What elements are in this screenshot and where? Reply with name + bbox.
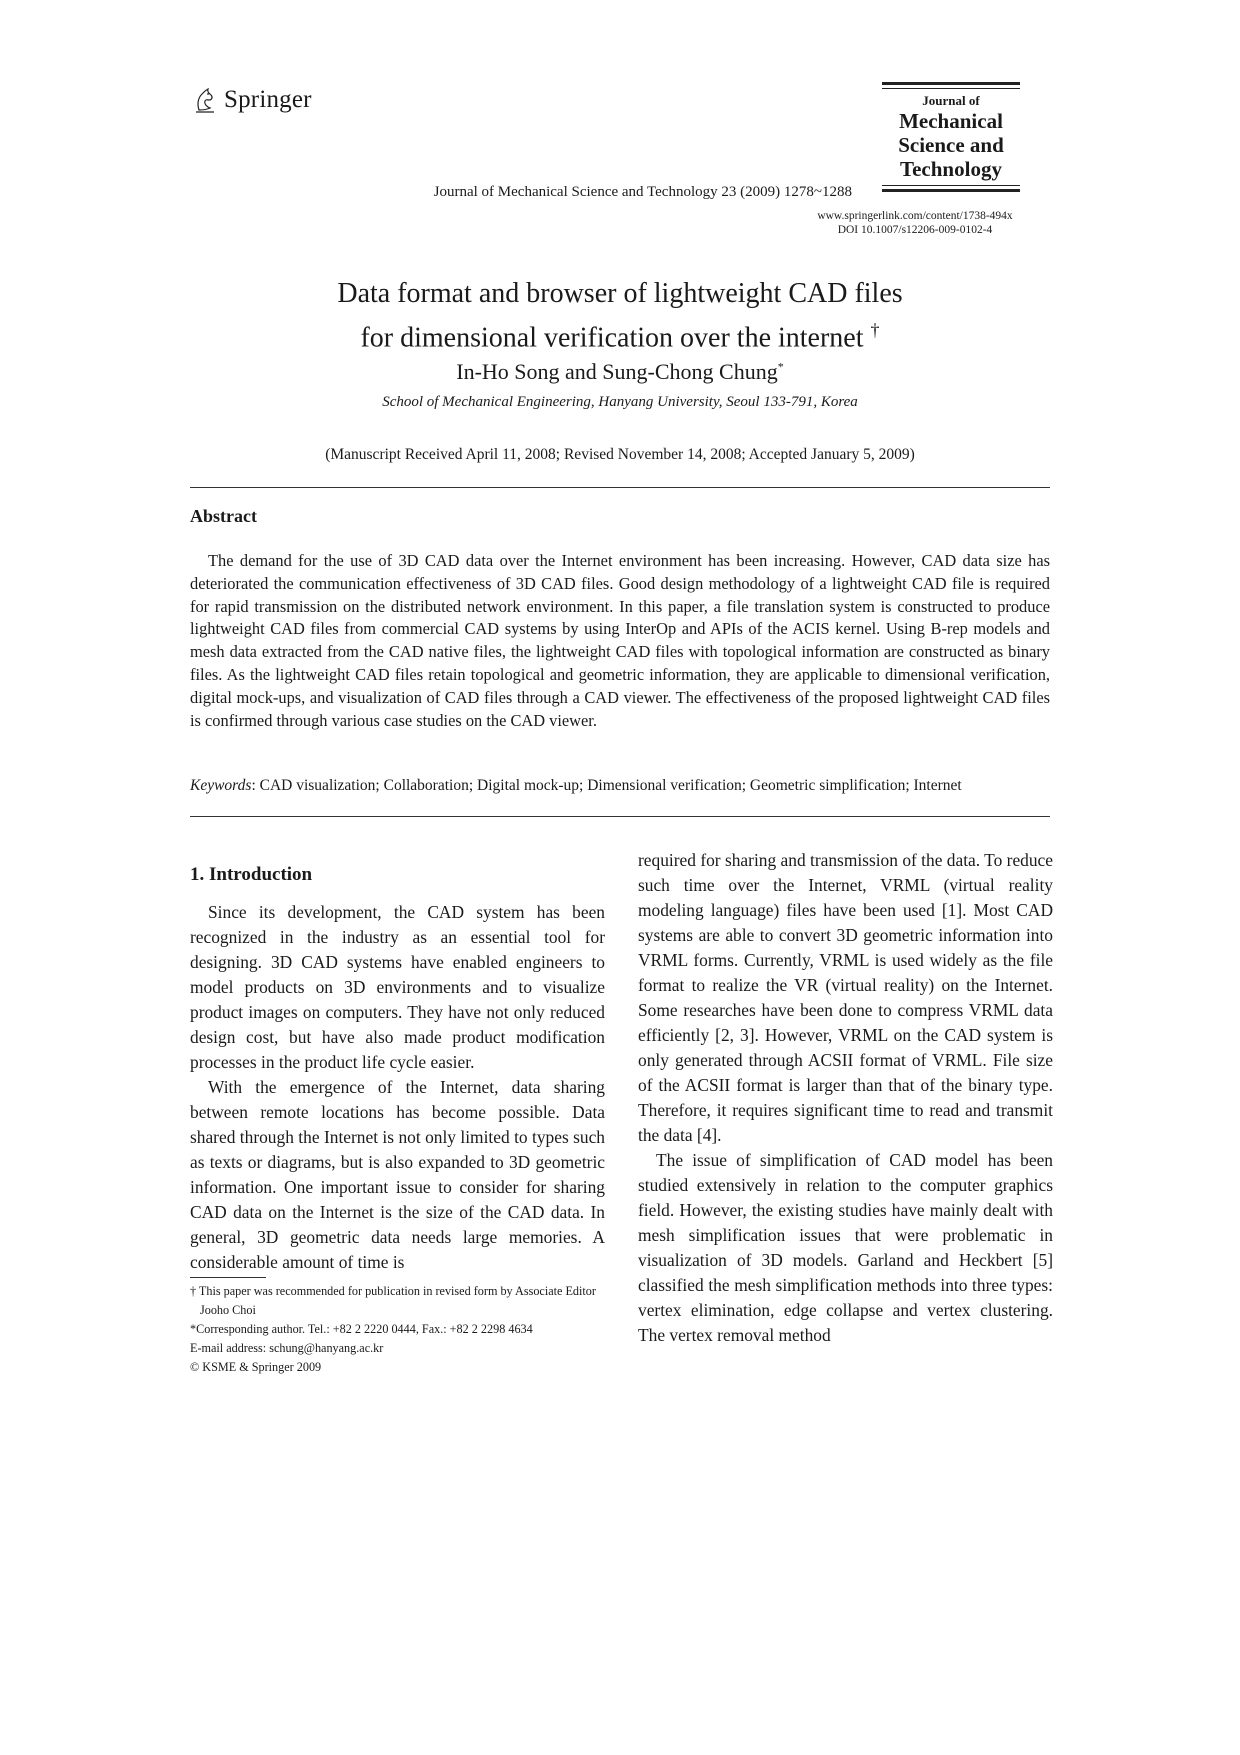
journal-box-line1: Journal of bbox=[922, 93, 980, 108]
journal-box-top-rule bbox=[882, 82, 1020, 89]
footnote-recommendation: † This paper was recommended for publication in revised form by Associate Editor Jooho Choi bbox=[190, 1284, 596, 1317]
journal-citation: Journal of Mechanical Science and Technology 23 (2009) 1278~1288 bbox=[433, 184, 852, 200]
abstract-text: The demand for the use of 3D CAD data over the Internet environment has been increasing. However, CAD data size has deteriorated the communication effectiveness of 3D CAD files. Good design methodology of a lightweight CAD file is required for rapid transmission on the distributed network environment. In this paper, a file translation system is constructed to produce lightweight CAD files from commercial CAD systems by using InterOp and APIs of the ACIS kernel. Using B-rep models and mesh data extracted from the CAD native files, the lightweight CAD files with topological information are constructed as binary files. As the lightweight CAD files retain topological and geometric information, they are applicable to dimensional verification, digital mock-ups, and visualization of CAD files through a CAD viewer. The effectiveness of the proposed lightweight CAD files is confirmed through various case studies on the CAD viewer. bbox=[190, 551, 1050, 730]
affiliation: School of Mechanical Engineering, Hanyang University, Seoul 133-791, Korea bbox=[382, 394, 858, 410]
springer-horse-icon bbox=[192, 86, 218, 114]
footnote-rule bbox=[190, 1277, 266, 1278]
keywords-label: Keywords bbox=[190, 777, 252, 794]
publisher-name: Springer bbox=[224, 86, 312, 113]
doi-block bbox=[780, 209, 1050, 237]
divider-bottom bbox=[190, 816, 1050, 817]
journal-title-box bbox=[882, 82, 1020, 192]
doi: DOI 10.1007/s12206-009-0102-4 bbox=[837, 224, 993, 236]
abstract-heading: Abstract bbox=[190, 506, 257, 526]
paragraph: With the emergence of the Internet, data sharing between remote locations has become possible. Data shared through the Internet is not only limited to types such as texts or diagrams, but is also expanded to 3D geometric information. One important issue to consider for sharing CAD data on the Internet is the size of the CAD data. In general, 3D geometric data needs large memories. A considerable amount of time is bbox=[190, 1077, 605, 1272]
paragraph: Since its development, the CAD system has been recognized in the industry as an essential tool for designing. 3D CAD systems have enabled engineers to model products on 3D environments and to visualize product images on computers. They have not only reduced design cost, but have also made product modification processes in the product life cycle easier. bbox=[190, 902, 605, 1072]
paragraph: required for sharing and transmission of the data. To reduce such time over the Internet, VRML (virtual reality modeling language) files have been used [1]. Most CAD systems are able to convert 3D geometric information into VRML forms. Currently, VRML is used widely as the file format to realize the VR (virtual reality) on the Internet. Some researches have been done to compress VRML data efficiently [2, 3]. However, VRML on the CAD system is only generated through ACSII format of VRML. File size of the ACSII format is larger than that of the binary type. Therefore, it requires significant time to read and transmit the data [4]. bbox=[638, 850, 1053, 1145]
authors-wrap bbox=[220, 359, 1020, 385]
title-footnote-mark: † bbox=[870, 320, 880, 340]
journal-box-line4: Technology bbox=[900, 157, 1002, 181]
publisher-logo bbox=[192, 86, 312, 114]
footnote-copyright: © KSME & Springer 2009 bbox=[190, 1360, 322, 1374]
title-line-2: for dimensional verification over the internet bbox=[360, 322, 864, 354]
title-line-1: Data format and browser of lightweight CAD files bbox=[337, 278, 903, 309]
footnote-email: E-mail address: schung@hanyang.ac.kr bbox=[190, 1341, 384, 1355]
paragraph: The issue of simplification of CAD model has been studied extensively in relation to the computer graphics field. However, the existing studies have mainly dealt with mesh simplification issues that were problematic in visualization of 3D models. Garland and Heckbert [5] classified the mesh simplification methods into three types: vertex elimination, edge collapse and vertex clustering. The vertex removal method bbox=[638, 1150, 1053, 1345]
manuscript-dates: (Manuscript Received April 11, 2008; Revised November 14, 2008; Accepted January 5, 2009) bbox=[325, 446, 915, 463]
paper-title bbox=[220, 276, 1020, 356]
keywords bbox=[190, 777, 1050, 795]
divider-top bbox=[190, 487, 1050, 488]
journal-box-bottom-rule bbox=[882, 185, 1020, 192]
left-column bbox=[190, 900, 605, 1275]
keywords-list: : CAD visualization; Collaboration; Digital mock-up; Dimensional verification; Geometric simplification; Internet bbox=[251, 777, 962, 794]
title-line-2-wrap bbox=[220, 312, 1020, 356]
footnote-corresponding: *Corresponding author. Tel.: +82 2 2220 0444, Fax.: +82 2 2298 4634 bbox=[190, 1322, 533, 1336]
corresponding-mark: * bbox=[777, 359, 784, 374]
journal-url[interactable]: www.springerlink.com/content/1738-494x bbox=[817, 210, 1013, 222]
journal-box-line2: Mechanical bbox=[899, 109, 1003, 133]
right-column bbox=[638, 848, 1053, 1348]
authors: In-Ho Song and Sung-Chong Chung bbox=[456, 359, 778, 384]
section-heading-introduction: 1. Introduction bbox=[190, 864, 313, 885]
journal-box-line3: Science and bbox=[898, 133, 1004, 157]
footnotes bbox=[190, 1282, 610, 1377]
